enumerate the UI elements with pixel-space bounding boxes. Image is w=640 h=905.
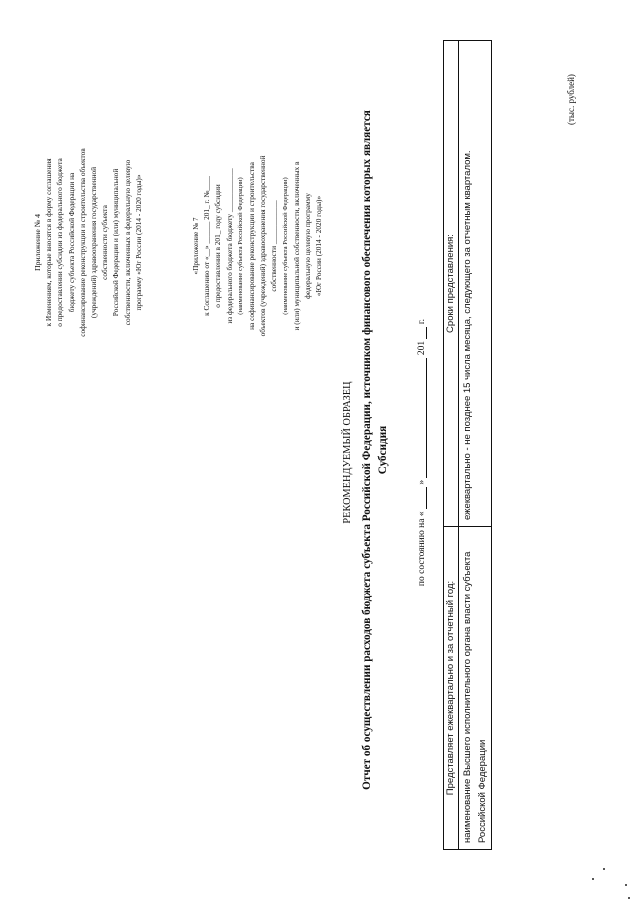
annex-line: (учреждений) здравоохранения государственной <box>89 166 99 319</box>
agreement-budget-line: из федерального бюджета бюджету ____________ <box>224 168 234 324</box>
table-cell: наименование Высшего исполнительного органа власти субъекта Российской Федерации <box>459 527 492 850</box>
units-label: (тыс. рублей) <box>566 74 576 125</box>
table-header-cell: Представляет ежеквартально и за отчетный год: <box>444 527 459 850</box>
agreement-date-line: к Соглашению от «__» ______ 201_ г. №____ <box>202 176 212 316</box>
as-of-date-line <box>416 0 427 905</box>
day-blank[interactable] <box>416 487 427 509</box>
as-of-quote-close: » <box>417 479 427 485</box>
table-cell: ежеквартально - не позднее 15 числа месяца, следующего за отчетным кварталом. <box>459 41 492 527</box>
as-of-prefix: по состоянию на « <box>417 511 427 587</box>
agreement-purpose-line: на софинансирование реконструкции и строительства <box>247 162 257 330</box>
agreement-annex-number: «Приложение № 7 <box>191 217 200 275</box>
as-of-year: 201 <box>417 340 427 356</box>
annex-line: софинансирование реконструкции и строительства объектов <box>77 148 87 337</box>
scan-speck <box>603 868 605 870</box>
agreement-municipal-line: и (или) муниципальной собственности, включенных в <box>291 161 301 331</box>
agreement-subject-caption-2: (наименование субъекта Российской Федерации) <box>281 177 289 315</box>
agreement-ownership-line: собственности ____________ <box>269 200 279 292</box>
agreement-subsidy-line: о предоставлении в 201_ году субсидии <box>213 184 223 308</box>
scan-speck <box>628 897 630 899</box>
annex-line: собственности субъекта <box>100 205 110 280</box>
report-title-line-2: Субсидия <box>376 425 389 475</box>
table-header-row <box>444 41 459 850</box>
scan-speck <box>592 878 594 880</box>
agreement-annex <box>190 115 324 377</box>
table-row <box>459 41 492 850</box>
month-blank[interactable] <box>416 358 427 478</box>
table-header-cell: Сроки представления: <box>444 41 459 527</box>
annex-line: собственности, включенных в федеральную целевую <box>122 159 132 326</box>
annex-number: Приложение № 4 <box>33 213 42 272</box>
agreement-program-line: федеральную целевую программу <box>303 193 313 299</box>
scan-speck <box>625 884 627 886</box>
report-title <box>360 55 391 845</box>
annex-header <box>32 70 144 415</box>
annex-line: бюджету субъекта Российской Федерации на <box>66 172 76 313</box>
year-blank[interactable] <box>416 327 427 339</box>
annex-line: к Изменениям, которые вносятся в форму соглашения <box>44 158 54 327</box>
report-title-line-1: Отчет об осуществлении расходов бюджета субъекта Российской Федерации, источником финансового обеспечения которых является <box>361 110 373 790</box>
annex-line: программу «Юг России (2014 - 2020 годы)» <box>133 174 143 311</box>
annex-line: Российской Федерации и (или) муниципальной <box>111 168 121 317</box>
agreement-objects-line: объектов (учреждений) здравоохранения государственной <box>258 155 268 337</box>
recommended-sample-title: РЕКОМЕНДУЕМЫЙ ОБРАЗЕЦ <box>342 381 353 524</box>
as-of-suffix: г. <box>417 318 427 325</box>
agreement-subject-caption: (наименование субъекта Российской Федерации) <box>236 177 244 315</box>
reporting-info-table <box>443 40 492 850</box>
agreement-program-name: «Юг России (2014 - 2020 годы)» <box>314 195 324 297</box>
annex-line: о предоставлении субсидии из федерального бюджета <box>55 158 65 327</box>
